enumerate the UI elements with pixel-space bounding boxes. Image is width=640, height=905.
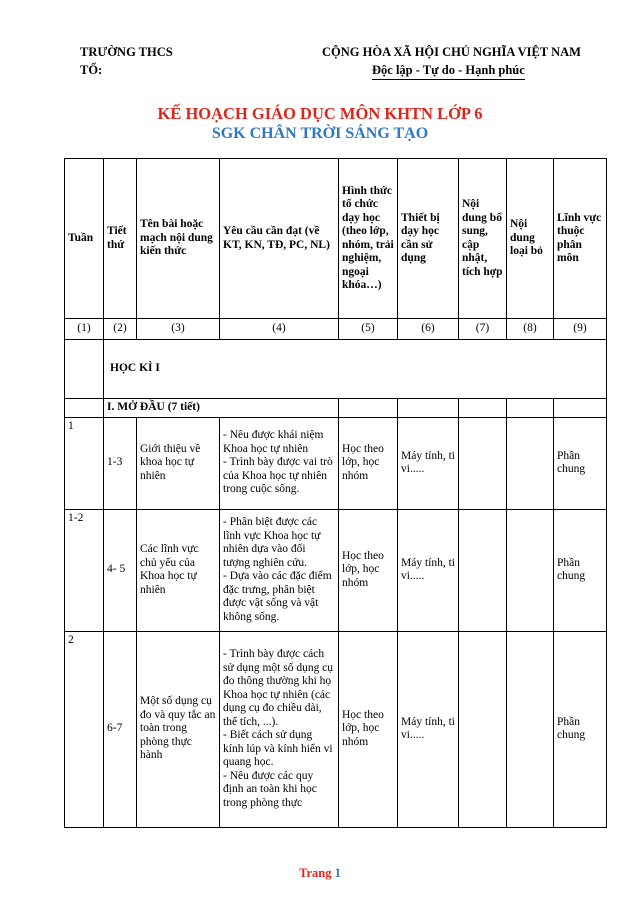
table-row xyxy=(65,631,607,827)
page-label: Trang xyxy=(299,866,332,880)
supplement-cell xyxy=(459,509,507,631)
school-name: TRƯỜNG THCS xyxy=(80,45,173,59)
requirements-cell: - Trình bày được cách sử dụng một số dụng cụ đo thông thường khi họ Khoa học tự nhiên (các dụng cụ đo chiều dài, thể tích, ...). - Biết cách sử dụng kính lúp và kính hiển vi quang học. - Nêu được các quy định an toàn khi học trong phòng thực xyxy=(220,631,339,827)
column-number: (6) xyxy=(398,319,459,340)
week-cell: 1 xyxy=(65,417,104,509)
nation-name: CỘNG HÒA XÃ HỘI CHỦ NGHĨA VIỆT NAM xyxy=(322,45,581,59)
column-number: (3) xyxy=(137,319,220,340)
document-subtitle: SGK CHÂN TRỜI SÁNG TẠO xyxy=(211,125,429,142)
table-row xyxy=(65,417,607,509)
removed-cell xyxy=(507,417,554,509)
period-cell: 6-7 xyxy=(104,631,137,827)
removed-cell xyxy=(507,509,554,631)
form-cell: Học theo lớp, học nhóm xyxy=(339,417,398,509)
supplement-cell xyxy=(459,417,507,509)
semester-label: HỌC KÌ I xyxy=(104,339,607,398)
table-row xyxy=(65,509,607,631)
period-cell: 1-3 xyxy=(104,417,137,509)
supplement-cell xyxy=(459,631,507,827)
motto: Độc lập - Tự do - Hạnh phúc xyxy=(372,63,525,80)
col-header-removed: Nội dung loại bỏ xyxy=(507,159,554,319)
education-plan-table xyxy=(64,158,607,828)
lesson-cell: Các lĩnh vực chủ yếu của Khoa học tự nhiên xyxy=(137,509,220,631)
form-cell: Học theo lớp, học nhóm xyxy=(339,631,398,827)
requirements-cell: - Nêu được khái niệm Khoa học tự nhiên - Trình bày được vai trò của Khoa học tự nhiên trong cuộc sống. xyxy=(220,417,339,509)
column-number: (9) xyxy=(554,319,607,340)
col-header-field: Lĩnh vực thuộc phân môn xyxy=(554,159,607,319)
col-header-lesson: Tên bài hoặc mạch nội dung kiến thức xyxy=(137,159,220,319)
column-number: (7) xyxy=(459,319,507,340)
col-header-week: Tuần xyxy=(65,159,104,319)
lesson-cell: Một số dụng cụ đo và quy tắc an toàn trong phòng thực hành xyxy=(137,631,220,827)
field-cell: Phần chung xyxy=(554,509,607,631)
field-cell: Phần chung xyxy=(554,631,607,827)
column-number: (8) xyxy=(507,319,554,340)
section-row xyxy=(65,398,607,417)
equipment-cell: Máy tính, ti vi..... xyxy=(398,417,459,509)
col-header-supplement: Nội dung bổ sung, cập nhật, tích hợp xyxy=(459,159,507,319)
period-cell: 4- 5 xyxy=(104,509,137,631)
section-label: I. MỞ ĐẦU (7 tiết) xyxy=(104,398,339,417)
equipment-cell: Máy tính, ti vi..... xyxy=(398,631,459,827)
page-number: 1 xyxy=(334,866,341,880)
equipment-cell: Máy tính, ti vi..... xyxy=(398,509,459,631)
removed-cell xyxy=(507,631,554,827)
column-number: (1) xyxy=(65,319,104,340)
column-number-row xyxy=(65,319,607,340)
document-title: KẾ HOẠCH GIÁO DỤC MÔN KHTN LỚP 6 xyxy=(157,104,483,123)
col-header-equipment: Thiết bị dạy học cần sử dụng xyxy=(398,159,459,319)
requirements-cell: - Phân biệt được các lĩnh vực Khoa học tự nhiên dựa vào đối tượng nghiên cứu. - Dựa vào các đặc điểm đặc trưng, phân biệt được vật sống và vật không sống. xyxy=(220,509,339,631)
column-number: (2) xyxy=(104,319,137,340)
column-number: (5) xyxy=(339,319,398,340)
week-cell: 2 xyxy=(65,631,104,827)
group-label: TỔ: xyxy=(80,63,103,77)
semester-row xyxy=(65,339,607,398)
col-header-period: Tiết thứ xyxy=(104,159,137,319)
table-header-row xyxy=(65,159,607,319)
page-footer xyxy=(0,866,640,881)
week-cell: 1-2 xyxy=(65,509,104,631)
col-header-requirements: Yêu cầu cần đạt (về KT, KN, TĐ, PC, NL) xyxy=(220,159,339,319)
form-cell: Học theo lớp, học nhóm xyxy=(339,509,398,631)
col-header-form: Hình thức tổ chức dạy học (theo lớp, nhóm, trải nghiệm, ngoại khóa…) xyxy=(339,159,398,319)
lesson-cell: Giới thiệu về khoa học tự nhiên xyxy=(137,417,220,509)
column-number: (4) xyxy=(220,319,339,340)
field-cell: Phần chung xyxy=(554,417,607,509)
